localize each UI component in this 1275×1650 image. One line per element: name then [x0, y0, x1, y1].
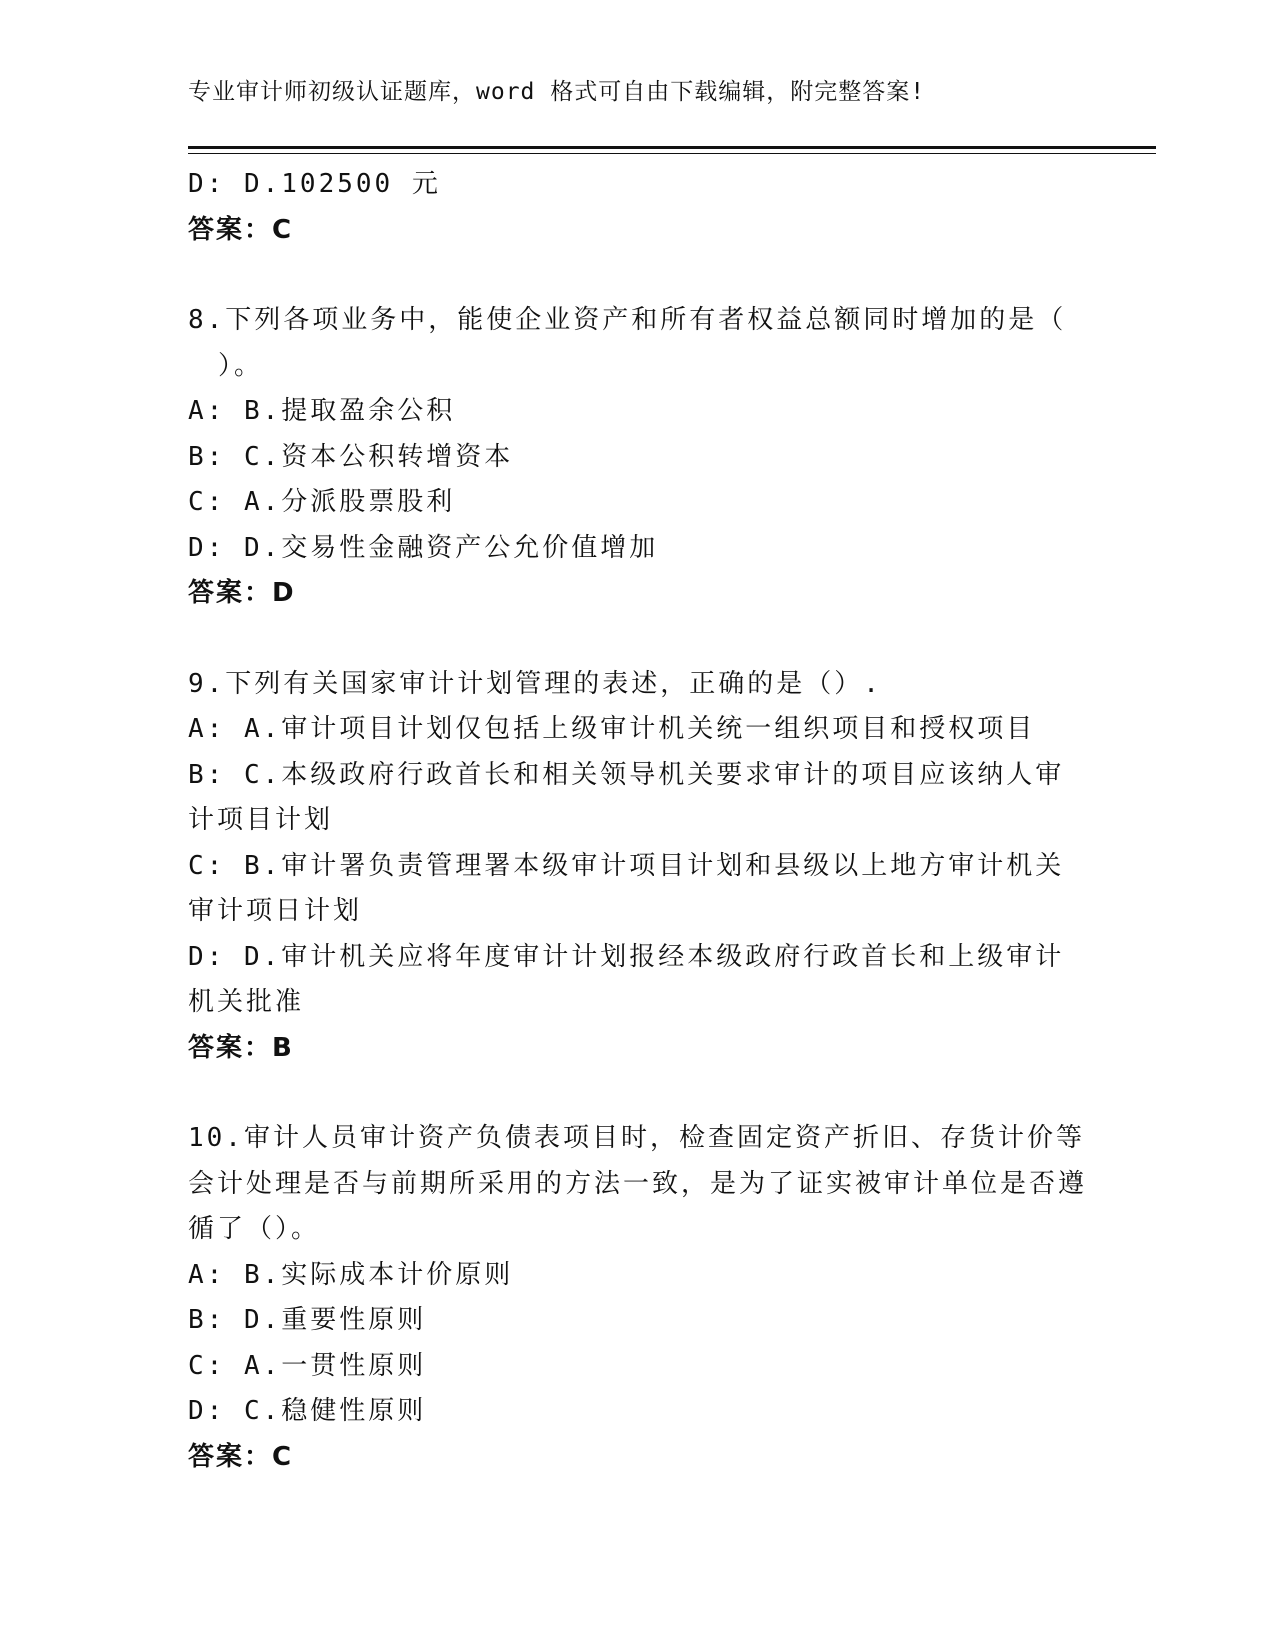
question-stem: 9.下列有关国家审计计划管理的表述，正确的是（）.	[188, 668, 882, 699]
question-9	[188, 662, 1088, 1072]
answer: 答案：C	[188, 214, 294, 245]
option-a: A: B.实际成本计价原则	[188, 1259, 514, 1290]
question-stem: 10.审计人员审计资产负债表项目时，检查固定资产折旧、存货计价等会计处理是否与前期所采用的方法一致，是为了证实被审计单位是否遵循了（）。	[188, 1123, 1088, 1244]
question-8	[188, 298, 1088, 617]
option-d: D: D.102500 元	[188, 169, 441, 199]
question-stem-continued: ）。	[218, 350, 264, 381]
option-d: D: C.稳健性原则	[188, 1396, 427, 1426]
answer: 答案：B	[188, 1032, 294, 1063]
page-header: 专业审计师初级认证题库，word 格式可自由下载编辑，附完整答案!	[188, 79, 926, 105]
option-c: C: A.一贯性原则	[188, 1350, 427, 1381]
question-stem: 8.下列各项业务中，能使企业资产和所有者权益总额同时增加的是（	[188, 305, 1067, 335]
option-a: A: A.审计项目计划仅包括上级审计机关统一组织项目和授权项目	[188, 714, 1036, 744]
option-d: D: D.交易性金融资产公允价值增加	[188, 532, 659, 563]
answer: 答案：C	[188, 1441, 294, 1472]
header-rule	[188, 146, 1156, 149]
spacer	[188, 617, 1088, 662]
option-b: B: C.资本公积转增资本	[188, 441, 514, 472]
option-d: D: D.审计机关应将年度审计计划报经本级政府行政首长和上级审计机关批准	[188, 941, 1065, 1017]
spacer	[188, 1071, 1088, 1116]
answer: 答案：D	[188, 578, 296, 608]
header-rule-thin	[188, 153, 1156, 154]
option-a: A: B.提取盈余公积	[188, 396, 456, 426]
option-b: B: C.本级政府行政首长和相关领导机关要求审计的项目应该纳人审计项目计划	[188, 759, 1065, 835]
question-10	[188, 1116, 1088, 1480]
spacer	[188, 253, 1088, 298]
option-b: B: D.重要性原则	[188, 1305, 427, 1335]
option-c: C: B.审计署负责管理署本级审计项目计划和县级以上地方审计机关审计项日计划	[188, 850, 1065, 926]
question-content	[188, 162, 1088, 1480]
option-c: C: A.分派股票股利	[188, 487, 456, 517]
